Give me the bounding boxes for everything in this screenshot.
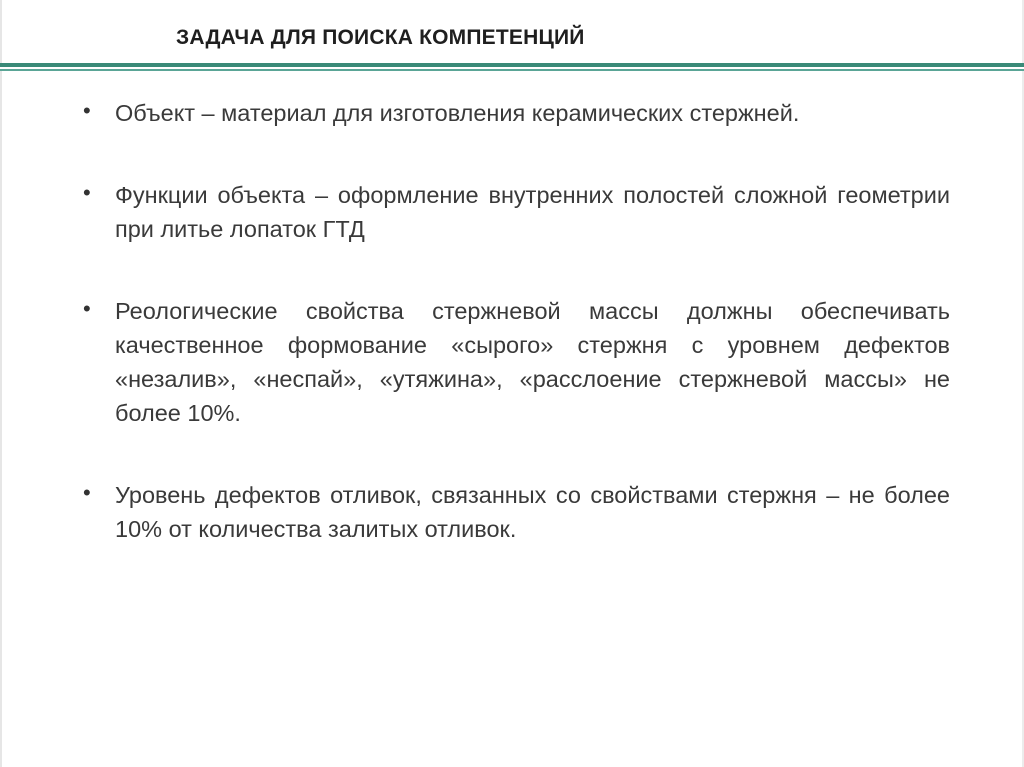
bullet-item-object bbox=[80, 96, 950, 130]
bullet-dot-icon: • bbox=[83, 180, 91, 205]
bullet-dot-icon: • bbox=[83, 98, 91, 123]
bullet-dot-icon: • bbox=[83, 296, 91, 321]
bullet-dot-icon: • bbox=[83, 480, 91, 505]
bullet-text-defects: Уровень дефектов отливок, связанных со свойствами стержня – не более 10% от количества залитых отливок. bbox=[115, 482, 950, 542]
bullet-item-rheology bbox=[80, 294, 950, 430]
bullet-text-rheology: Реологические свойства стержневой массы должны обеспечивать качественное формование «сырого» стержня с уровнем дефектов «незалив», «неспай», «утяжина», «расслоение стержневой массы» не более 10%. bbox=[115, 298, 950, 426]
bullet-text-functions: Функции объекта – оформление внутренних полостей сложной геометрии при литье лопаток ГТД bbox=[115, 182, 950, 242]
bullet-item-defects bbox=[80, 478, 950, 546]
slide-title: ЗАДАЧА ДЛЯ ПОИСКА КОМПЕТЕНЦИЙ bbox=[176, 26, 585, 49]
title-underline-thin bbox=[0, 69, 1024, 71]
bullet-item-functions bbox=[80, 178, 950, 246]
bullet-text-object: Объект – материал для изготовления керамических стержней. bbox=[115, 100, 800, 126]
slide-left-edge bbox=[0, 0, 2, 767]
bullet-list bbox=[80, 96, 950, 546]
